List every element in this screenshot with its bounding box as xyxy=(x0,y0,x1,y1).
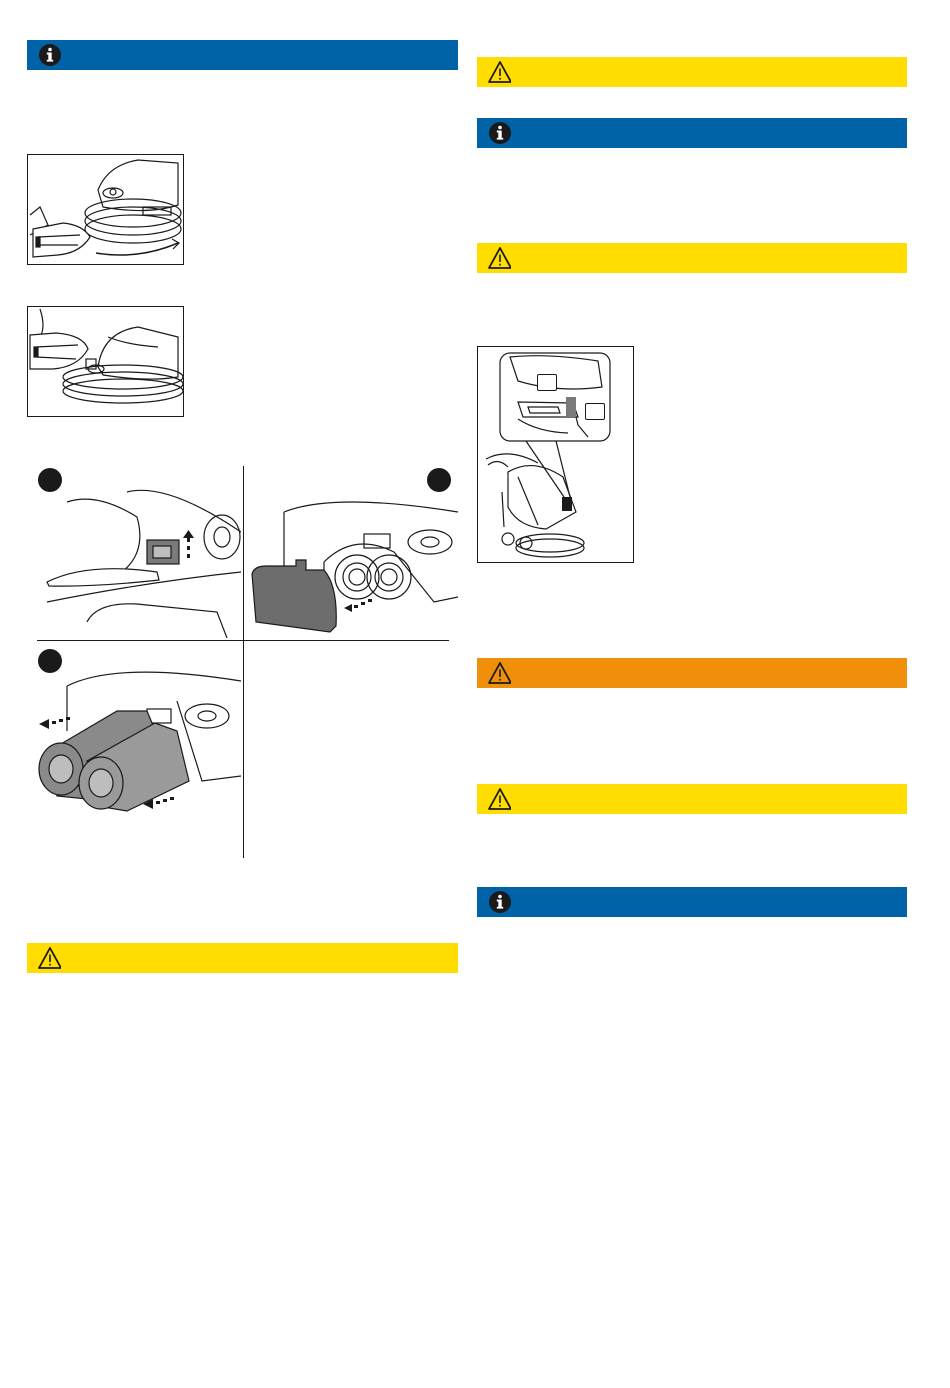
info-icon xyxy=(481,118,511,148)
caution-notice-bar xyxy=(477,57,907,87)
scrubber-dryer-machine-illustration xyxy=(477,346,634,563)
warning-triangle-icon xyxy=(31,943,61,973)
warning-triangle-icon xyxy=(481,658,511,688)
cylindrical-brush-steps-illustration xyxy=(27,462,458,858)
callout-label-2 xyxy=(585,403,605,420)
brush-head-foot-press-illustration xyxy=(27,306,184,417)
warning-triangle-icon xyxy=(481,243,511,273)
info-notice-bar xyxy=(477,118,907,148)
info-notice-bar xyxy=(27,40,458,70)
caution-notice-bar xyxy=(477,243,907,273)
warning-notice-bar xyxy=(477,658,907,688)
warning-triangle-icon xyxy=(481,57,511,87)
brush-head-foot-release-illustration xyxy=(27,154,184,265)
latch-release-drawing xyxy=(27,462,241,638)
info-icon xyxy=(481,887,511,917)
caution-notice-bar xyxy=(27,943,458,973)
warning-triangle-icon xyxy=(481,784,511,814)
brush-extraction-drawing xyxy=(27,641,241,855)
caution-notice-bar xyxy=(477,784,907,814)
side-cover-removal-drawing xyxy=(244,462,458,638)
info-icon xyxy=(31,40,61,70)
callout-label-1 xyxy=(537,374,557,391)
info-notice-bar xyxy=(477,887,907,917)
